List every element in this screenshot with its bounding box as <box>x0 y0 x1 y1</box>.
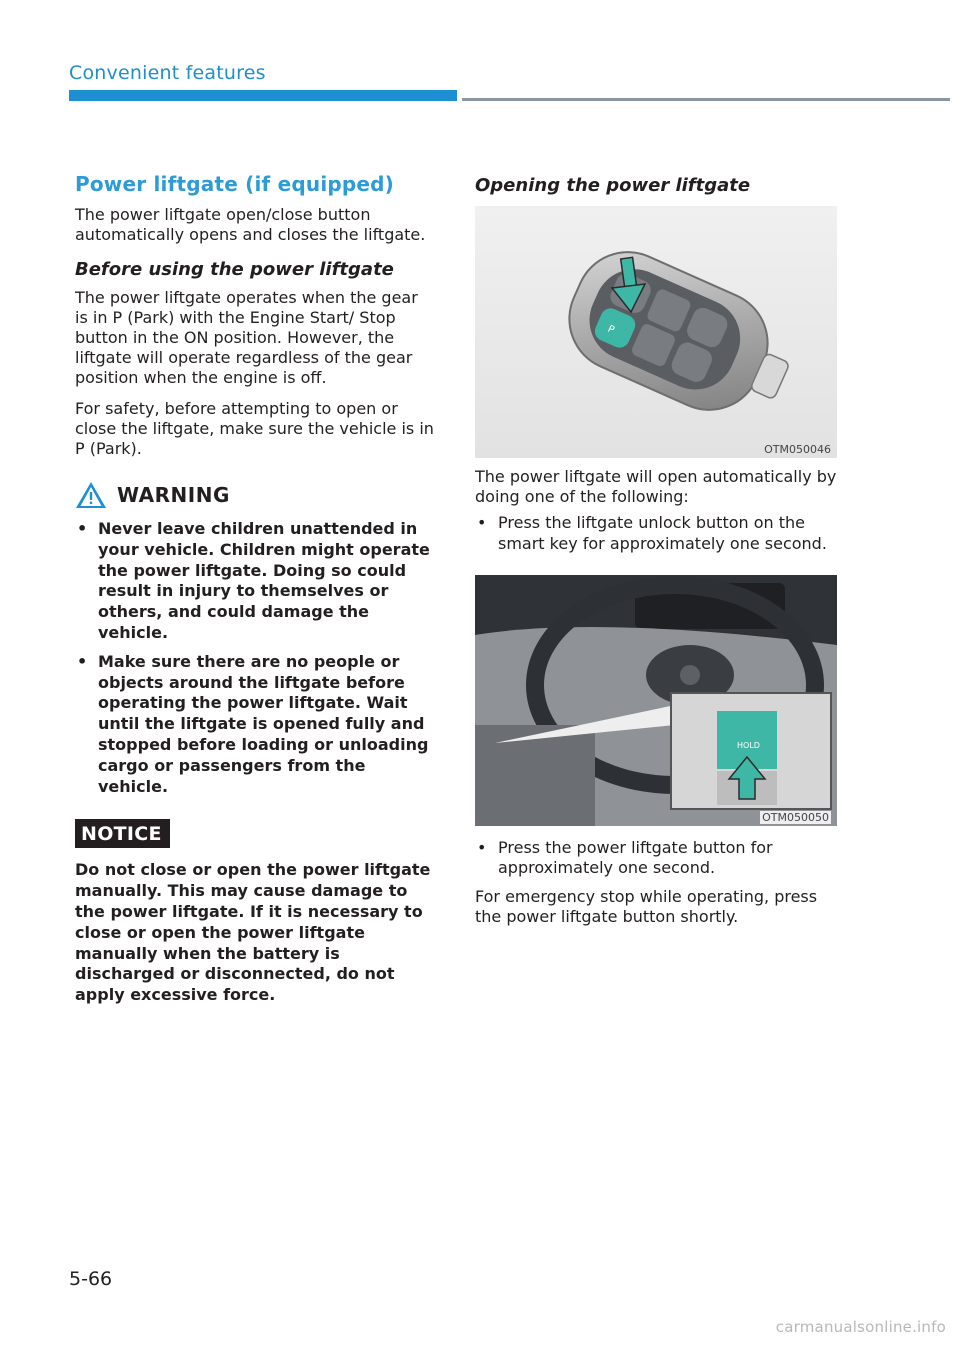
header-rule-accent <box>69 90 457 101</box>
warning-label: WARNING <box>117 483 230 507</box>
opening-intro: The power liftgate will open automatically by doing one of the following: <box>475 467 837 506</box>
bullet-icon: • <box>477 513 487 532</box>
dashboard-illustration <box>475 575 837 826</box>
intro-paragraph: The power liftgate open/close button automatically opens and closes the liftgate. <box>75 205 426 244</box>
warning-triangle-icon <box>75 481 107 509</box>
opening-list-2 <box>475 838 837 880</box>
smart-key-illustration <box>475 206 837 458</box>
opening-list-1 <box>475 513 837 555</box>
section-heading: Power liftgate (if equipped) <box>75 172 395 196</box>
list-item: • Press the power liftgate button for approximately one second. <box>477 837 773 878</box>
header-rule-gray <box>462 98 950 101</box>
figure-smart-key <box>475 206 837 458</box>
page-number: 5-66 <box>69 1268 113 1290</box>
watermark: carmanualsonline.info <box>775 1318 946 1336</box>
emergency-stop-paragraph: For emergency stop while operating, press the power liftgate button shortly. <box>475 887 818 927</box>
before-using-paragraph-2: For safety, before attempting to open or close the liftgate, make sure the vehicle is in P (Park). <box>75 399 434 458</box>
p-button-glyph: P <box>605 323 616 337</box>
right-column <box>475 172 837 938</box>
before-using-heading: Before using the power liftgate <box>75 259 394 280</box>
figure-code: OTM050046 <box>764 443 831 456</box>
before-using-paragraph-1: The power liftgate operates when the gear is in P (Park) with the Engine Start/ Stop button in the ON position. However, the liftgate will operate regardless of the gear position when the engine is off. <box>75 288 418 387</box>
hold-label: HOLD <box>737 740 760 750</box>
section-title: Convenient features <box>69 62 266 84</box>
figure-dashboard-button <box>475 575 837 826</box>
left-column <box>75 172 435 1006</box>
bullet-icon: • <box>77 651 88 671</box>
bullet-icon: • <box>477 837 487 857</box>
warning-header <box>75 481 435 509</box>
list-item: • Press the liftgate unlock button on the smart key for approximately one second. <box>477 513 827 553</box>
warning-item: • Never leave children unattended in your vehicle. Children might operate the power liftgate. Doing so could result in injury to themselves or others, and could damage the vehicle. <box>77 519 430 642</box>
warning-item: • Make sure there are no people or objects around the liftgate before operating the power liftgate. Wait until the liftgate is opened fully and stopped before loading or unloading cargo or passengers from the vehicle. <box>77 651 429 796</box>
figure-code: OTM050050 <box>762 810 829 824</box>
notice-text: Do not close or open the power liftgate manually. This may cause damage to the power liftgate. If it is necessary to close or open the power liftgate manually when the battery is discharged or disconnected, do not apply excessive force. <box>75 860 431 1005</box>
warning-list <box>75 519 435 797</box>
opening-heading: Opening the power liftgate <box>475 175 751 196</box>
notice-label: NOTICE <box>75 819 170 848</box>
bullet-icon: • <box>77 519 88 538</box>
